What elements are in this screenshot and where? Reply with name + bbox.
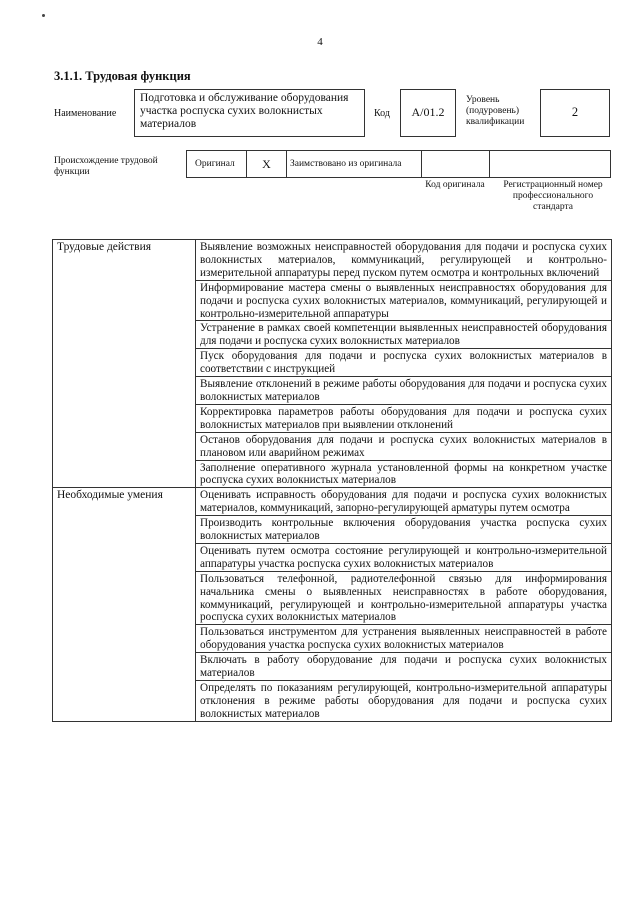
function-name-box: Подготовка и обслуживание оборудования участка роспуска сухих волокнистых материалов [134,89,365,137]
borrowed-label-cell: Заимствовано из оригинала [287,151,422,177]
level-label: Уровень (подуровень) квалификации [466,95,525,127]
section-label: Необходимые умения [53,488,196,721]
table-cell: Выявление отклонений в режиме работы оборудования для подачи и роспуска сухих волокнистых материалов [196,377,612,405]
table-cell: Определять по показаниям регулирующей, контрольно-измерительной аппаратуры отклонения в режиме работы оборудования для подачи и роспуска сухих волокнистых материалов [196,681,612,722]
table-row [53,240,612,281]
name-label: Наименование [54,108,117,119]
table-cell: Оценивать путем осмотра состояние регулирующей и контрольно-измерительной аппаратуры участка роспуска сухих волокнистых материалов [196,543,612,571]
table-cell: Включать в работу оборудование для подачи и роспуска сухих волокнистых материалов [196,653,612,681]
table-cell: Устранение в рамках своей компетенции выявленных неисправностей оборудования для подачи и роспуска сухих волокнистых материалов [196,321,612,349]
origin-label: Происхождение трудовой функции [54,156,158,177]
original-mark-cell: X [247,151,287,177]
page-number: 4 [317,36,323,48]
main-table [52,239,612,722]
section-label: Трудовые действия [53,240,196,488]
reg-caption: Регистрационный номер профессионального стандарта [503,180,603,212]
scan-dot [42,14,45,17]
table-cell: Корректировка параметров работы оборудования для подачи и роспуска сухих волокнистых материалов при выявлении отклонений [196,404,612,432]
code-label: Код [374,108,390,119]
table-cell: Производить контрольные включения оборудования участка роспуска сухих волокнистых материалов [196,516,612,544]
table-row [53,488,612,516]
table-cell: Информирование мастера смены о выявленных неисправностях оборудования для подачи и роспуска сухих волокнистых материалов, коммуникаций, регулирующей и контрольно-измерительной аппаратуры [196,280,612,321]
origin-table [186,150,611,178]
code-value-box: А/01.2 [400,89,456,137]
table-cell: Пуск оборудования для подачи и роспуска сухих волокнистых материалов в соответствии с инструкцией [196,349,612,377]
code-caption: Код оригинала [425,180,485,190]
table-cell: Заполнение оперативного журнала установленной формы на конкретном участке роспуска сухих волокнистых материалов [196,460,612,488]
origin-reg-cell [490,151,610,177]
table-cell: Пользоваться инструментом для устранения выявленных неисправностей в работе оборудования участка роспуска сухих волокнистых материалов [196,625,612,653]
table-cell: Пользоваться телефонной, радиотелефонной связью для информирования начальника смены о выявленных неисправностях в работе оборудования, коммуникаций, регулирующей и контрольно-измерительной аппаратуры участка роспуска сухих волокнистых материалов [196,571,612,625]
section-title: 3.1.1. Трудовая функция [54,69,191,83]
table-cell: Выявление возможных неисправностей оборудования для подачи и роспуска сухих волокнистых материалов, коммуникаций, регулирующей и контрольно-измерительной аппаратуры перед пуском путем осмотра и контрольных включений [196,240,612,281]
table-cell: Останов оборудования для подачи и роспуска сухих волокнистых материалов в плановом или аварийном режимах [196,432,612,460]
origin-code-cell [422,151,490,177]
table-cell: Оценивать исправность оборудования для подачи и роспуска сухих волокнистых материалов, коммуникаций, запорно-регулирующей арматуры путем осмотра [196,488,612,516]
level-value-box: 2 [540,89,610,137]
original-label-cell: Оригинал [187,151,247,177]
